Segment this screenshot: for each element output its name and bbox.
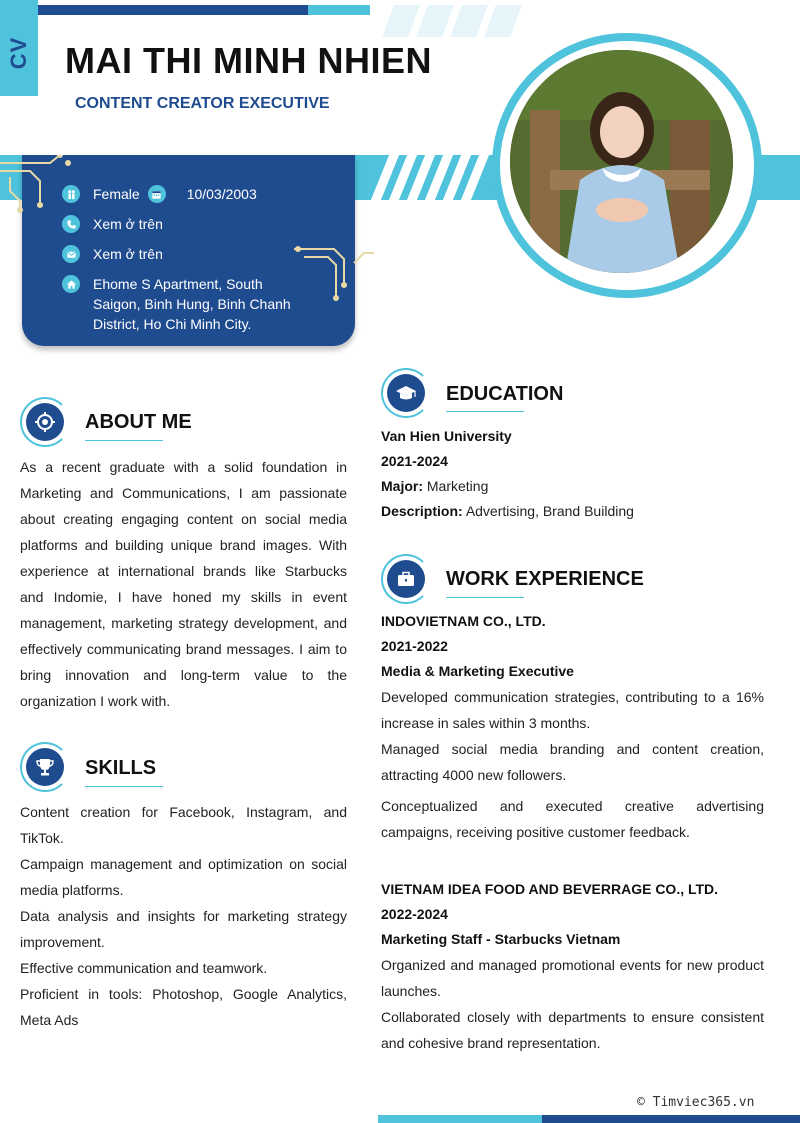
education-years: 2021-2024	[381, 453, 448, 469]
contact-email	[62, 244, 163, 264]
briefcase-icon	[395, 568, 417, 590]
contact-gender-birthdate	[62, 184, 257, 204]
section-underline	[446, 597, 524, 598]
job-years: 2021-2022	[381, 638, 448, 654]
job-entry	[381, 877, 764, 1056]
contact-phone	[62, 214, 163, 234]
section-underline	[446, 411, 524, 412]
trophy-icon	[34, 756, 56, 778]
phone-value: Xem ở trên	[93, 216, 163, 232]
job-entry	[381, 609, 764, 845]
job-company: INDOVIETNAM CO., LTD.	[381, 613, 546, 629]
section-underline	[85, 786, 163, 787]
top-accent-bar-light	[308, 5, 370, 15]
top-slant-decoration	[416, 5, 454, 37]
copyright-text: © Timviec365.vn	[637, 1095, 755, 1110]
job-bullet: Managed social media branding and content creation, attracting 4000 new followers.	[381, 741, 764, 783]
education-description: Description: Advertising, Brand Building	[381, 503, 634, 519]
home-icon	[62, 275, 80, 293]
top-slant-decoration	[450, 5, 488, 37]
bottom-accent-bar-light	[378, 1115, 542, 1123]
bottom-accent-bar	[542, 1115, 800, 1123]
contact-card	[22, 155, 355, 346]
section-underline	[85, 440, 163, 441]
education-section-icon	[381, 368, 431, 418]
skill-item: Content creation for Facebook, Instagram, and TikTok.	[20, 804, 347, 846]
job-bullets	[381, 952, 764, 1056]
skills-section-icon	[20, 742, 70, 792]
about-heading: ABOUT ME	[85, 411, 192, 433]
skill-item: Effective communication and teamwork.	[20, 960, 268, 976]
gender-value: Female	[93, 186, 140, 202]
skill-item: Campaign management and optimization on social media platforms.	[20, 856, 347, 898]
phone-icon	[62, 215, 80, 233]
address-value: Ehome S Apartment, South Saigon, Binh Hung, Binh Chanh District, Ho Chi Minh City.	[93, 276, 291, 332]
education-details	[381, 424, 771, 524]
experience-heading: WORK EXPERIENCE	[446, 568, 644, 590]
contact-address	[62, 274, 292, 334]
about-text: As a recent graduate with a solid foundation in Marketing and Communications, I am passionate about creating engaging content on social media platforms and building unique brand images. With experience at international brands like Starbucks and Indomie, I have honed my skills in event management, marketing strategy development, and effectively communicating brand messages. I aim to bring innovation and long-term value to the organization I work with.	[20, 459, 347, 709]
job-bullet: Collaborated closely with departments to ensure consistent and cohesive brand representation.	[381, 1009, 764, 1051]
candidate-name: MAI THI MINH NHIEN	[65, 40, 432, 81]
job-bullet: Organized and managed promotional events for new product launches.	[381, 957, 764, 999]
skills-list	[20, 799, 347, 1033]
circuit-decoration	[294, 243, 374, 303]
job-years: 2022-2024	[381, 906, 448, 922]
profile-photo	[510, 50, 733, 273]
top-slant-decoration	[382, 5, 420, 37]
job-company: VIETNAM IDEA FOOD AND BEVERRAGE CO., LTD.	[381, 881, 719, 897]
calendar-icon	[148, 185, 166, 203]
email-value: Xem ở trên	[93, 246, 163, 262]
top-slant-decoration	[484, 5, 522, 37]
job-bullets	[381, 684, 764, 845]
education-major: Major: Marketing	[381, 478, 489, 494]
school-name: Van Hien University	[381, 428, 512, 444]
about-section-icon	[20, 397, 70, 447]
birthdate-value: 10/03/2003	[186, 186, 257, 202]
skills-heading: SKILLS	[85, 757, 157, 779]
cv-tab-label: CV	[6, 36, 31, 70]
skill-item: Proficient in tools: Photoshop, Google Analytics, Meta Ads	[20, 986, 347, 1028]
job-bullet: Developed communication strategies, contributing to a 16% increase in sales within 3 months.	[381, 689, 764, 731]
skill-item: Data analysis and insights for marketing strategy improvement.	[20, 908, 347, 950]
gender-icon	[62, 185, 80, 203]
job-role: Marketing Staff - Starbucks Vietnam	[381, 931, 621, 947]
education-heading: EDUCATION	[446, 383, 564, 405]
experience-section-icon	[381, 554, 431, 604]
top-accent-bar	[38, 5, 308, 15]
email-icon	[62, 245, 80, 263]
job-bullet: Conceptualized and executed creative advertising campaigns, receiving positive customer feedback.	[381, 798, 764, 840]
graduation-cap-icon	[395, 382, 417, 404]
target-icon	[34, 411, 56, 433]
job-title: CONTENT CREATOR EXECUTIVE	[75, 95, 330, 112]
job-role: Media & Marketing Executive	[381, 663, 574, 679]
